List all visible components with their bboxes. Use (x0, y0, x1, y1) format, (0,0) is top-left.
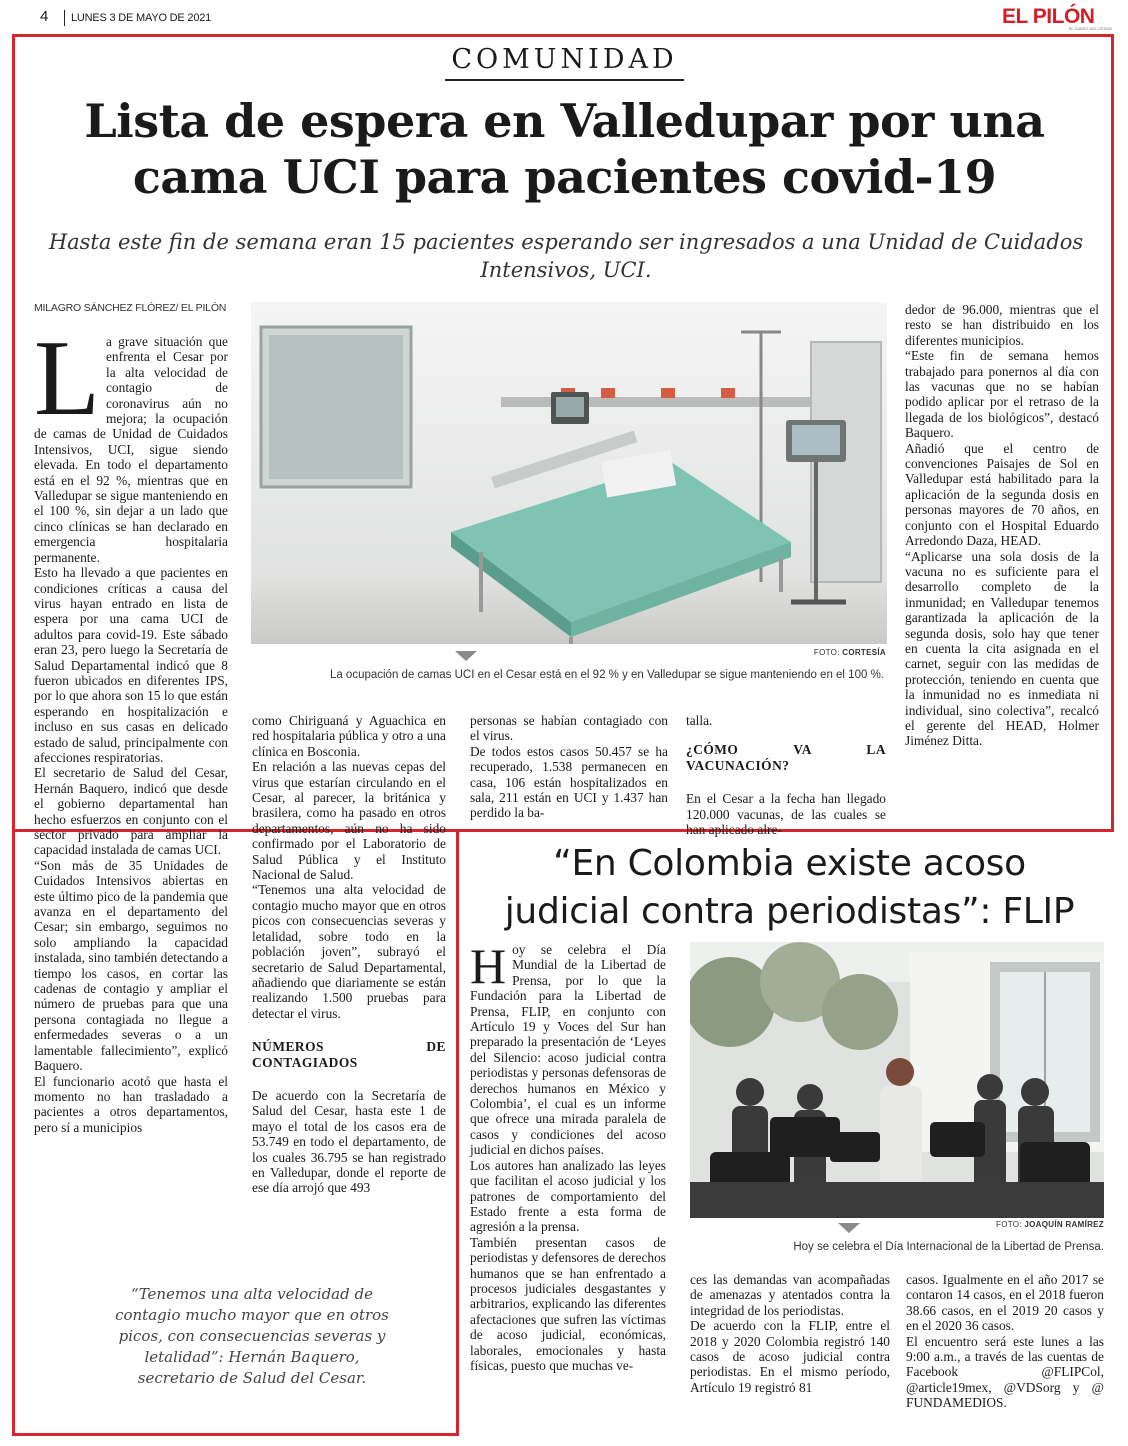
article2-column-3 (906, 1272, 1104, 1411)
icu-room-illustration (251, 302, 887, 644)
section-label-text: COMUNIDAD (445, 44, 683, 81)
paragraph: talla. (686, 713, 713, 728)
masthead (1002, 6, 1112, 31)
press-conference-illustration (690, 942, 1104, 1218)
paragraph: El funcionario acotó que hasta el momento no han trasladado a pacientes a otros departamentos, pero sí a municipios (34, 1073, 228, 1135)
masthead-logo: EL PILÓN (1002, 5, 1095, 28)
paragraph: Esto ha llevado a que pacientes en condiciones críticas a causa del virus hayan entrado en lista de espera por una cama UCI de adultos para covid-19. Este sábado eran 23, pero luego la Secretaría de Salud Departamental indicó que 8 fueron ubicados en diferentes IPS, por lo que ahora son 15 lo que están esperando en hospitalización e incluso en sus casas en delicado estado de salud, principalmente con afecciones respiratorias. (34, 565, 228, 765)
article-frame-left-edge (12, 832, 15, 1436)
paragraph: Añadió que el centro de convenciones Paisajes de Sol en Valledupar está habilitado para la aplicación de la segunda dosis en personas mayores de 70 años, en conjunto con el Hospital Eduardo Arredondo Daza, HEAD. (905, 440, 1099, 549)
header-divider (64, 10, 65, 26)
paragraph: En el Cesar a la fecha han llegado 120.000 vacunas, de las cuales se han aplicado alre- (686, 791, 886, 838)
paragraph: El secretario de Salud del Cesar, Hernán Baquero, indicó que desde el gobierno departamental han hecho esfuerzos en conjunto con el sector privado para ampliar la capacidad instalada de camas UCI. (34, 765, 228, 858)
article2-headline (462, 840, 1117, 936)
article1-column-4 (686, 713, 886, 837)
press-photo-credit (920, 1220, 1104, 1229)
paragraph: dedor de 96.000, mientras que el resto se han distribuido en los diferentes municipios. (905, 302, 1099, 348)
pull-quote: “Tenemos una alta velocidad de contagio mucho mayor que en otros picos, con consecuencias severas y letalidad”: Hernán Baquero, secretario de Salud del Cesar. (115, 1285, 389, 1387)
press-photo-credit-label: FOTO: (996, 1220, 1022, 1229)
paragraph: También presentan casos de periodistas y defensores de derechos humanos que se han enfrentado a procesos judiciales desgastantes y arbitrarios, explicando las diferentes afectaciones que sufren las víctimas de acoso judicial, económicas, laborales, emocionales y hasta físicas, puesto que muchas ve- (470, 1234, 666, 1373)
paragraph: casos. Igualmente en el año 2017 se contaron 14 casos, en el 2018 fueron 38.66 casos, en el 2019 20 casos y en el 2020 36 casos. (906, 1272, 1104, 1334)
article-subtitle: Hasta este fin de semana eran 15 pacientes esperando ser ingresados a una Unidad de Cuidados Intensivos, UCI. (48, 230, 1084, 282)
article-headline (12, 93, 1117, 205)
icu-photo (251, 302, 887, 644)
paragraph: El encuentro será este lunes a las 9:00 a.m., a través de las cuentas de Facebook @FLIPCol, @article19mex, @VDSorg y @ FUNDAMEDIOS. (906, 1333, 1104, 1411)
subhead-vacunacion: ¿CÓMO VA LA VACUNACIÓN? (686, 742, 886, 773)
paragraph: como Chiriguaná y Aguachica en red hospitalaria pública y otro a una clínica en Bosconia. (252, 713, 446, 759)
paragraph: En relación a las nuevas cepas del virus que estarían circulando en el Cesar, al parecer, la británica y brasilera, como ha pasado en otros departamentos, aún no ha sido confirmado por el Laboratorio de Salud Pública y el Instituto Nacional de Salud. (252, 759, 446, 883)
article2-column-2 (690, 1272, 890, 1395)
article2-headline-line-2: judicial contra periodistas”: FLIP (504, 891, 1075, 932)
headline-line-2: cama UCI para pacientes covid-19 (132, 150, 997, 204)
paragraph: “Tenemos una alta velocidad de contagio mucho mayor que en otros picos con consecuencias severas y letalidad, sobre todo en la población joven”, subrayó el secretario de Salud Departamental, añadiendo que diariamente se están realizando 1.500 pruebas para detectar el virus. (252, 882, 446, 1021)
photo-credit-name: CORTESÍA (842, 648, 886, 657)
paragraph: De todos estos casos 50.457 se ha recuperado, 1.538 permanecen en casa, 106 están hospitalizados en sala, 211 están en UCI y 1.437 han perdido la ba- (470, 743, 668, 821)
photo-credit-label: FOTO: (813, 648, 840, 657)
caption-marker (455, 651, 477, 661)
article1-column-1 (34, 319, 228, 1135)
page-number: 4 (40, 8, 49, 25)
article1-column-3 (470, 713, 668, 821)
article2-headline-line-1: “En Colombia existe acoso (553, 843, 1026, 884)
byline: MILAGRO SÁNCHEZ FLÓREZ/ EL PILÓN (34, 302, 227, 314)
paragraph: Los autores han analizado las leyes que facilitan el acoso judicial y los patrones de comportamiento del Estado frente a esta forma de agresión a la prensa. (470, 1157, 666, 1235)
paragraph: ces las demandas van acompañadas de amenazas y atentados contra la integridad de los periodistas. (690, 1272, 890, 1318)
masthead-tagline: EL DIARIO DEL CESAR (1068, 26, 1112, 31)
article1-column-5 (905, 302, 1099, 749)
press-photo-caption: Hoy se celebra el Día Internacional de la Libertad de Prensa. (793, 1241, 1104, 1253)
photo-credit (700, 648, 886, 657)
press-caption-marker (838, 1223, 860, 1233)
photo-caption: La ocupación de camas UCI en el Cesar está en el 92 % y en Valledupar se sigue manteniendo en el 100 %. (329, 669, 884, 681)
section-label (12, 44, 1117, 81)
press-photo (690, 942, 1104, 1218)
article2-column-1 (470, 938, 666, 1373)
dropcap-h: H (470, 938, 507, 994)
article1-column-2 (252, 713, 446, 1196)
page-header (0, 0, 1128, 32)
paragraph: oy se celebra el Día Mundial de la Libertad de Prensa, por lo que la Fundación para la Libertad de Prensa, FLIP, en conjunto con Artículo 19 y Voces del Sur han preparado la presentación de ‘Leyes del Silencio: acoso judicial contra periodistas y personas defensoras de derechos humanos en México y Colombia’, el cual es un informe que ofrece una mirada paralela de casos y condiciones del acoso judicial en dichos países. (470, 942, 666, 1158)
article-frame-bottom-edge (12, 1433, 459, 1436)
paragraph: De acuerdo con la Secretaría de Salud del Cesar, hasta este 1 de mayo el total de los casos era de 53.749 en todo el departamento, de los cuales 36.795 se han registrado en Valledupar, donde el reporte de ese día arrojó que 493 (252, 1087, 446, 1196)
paragraph: “Aplicarse una sola dosis de la vacuna no es suficiente para el desarrollo completo de la inmunidad; en Valledupar tenemos garantizada la aplicación de la segunda dosis, solo hay que tener en cuenta la cita asignada en el carnet, seguir con las medidas de protección, teniendo en cuenta que la inmunidad no es inmediata ni individual, sino colectiva”, recalcó el gerente del HEAD, Holmer Jiménez Ditta. (905, 548, 1099, 749)
paragraph: a grave situación que enfrenta el Cesar por la alta velocidad de contagio de coronavirus aún no mejora; la ocupación de camas de Unidad de Cuidados Intensivos, UCI, sigue siendo elevada. En todo el departamento está en el 92 %, mientras que en Valledupar se sigue manteniendo en el 100 %, sin dejar a un lado que cinco clínicas se han declarado en emergencia hospitalaria permanente. (34, 334, 228, 565)
press-photo-credit-name: JOAQUÍN RAMÍREZ (1024, 1220, 1104, 1229)
headline-line-1: Lista de espera en Valledupar por una (84, 94, 1045, 148)
article-frame-bottom (456, 832, 459, 1436)
paragraph: “Este fin de semana hemos trabajado para ponernos al día con las vacunas que no se habían podido aplicar por el retraso de la llegada de los biológicos”, destacó Baquero. (905, 348, 1099, 441)
issue-date: LUNES 3 DE MAYO DE 2021 (71, 12, 212, 24)
subhead-numeros: NÚMEROS DE CONTAGIADOS (252, 1039, 446, 1070)
paragraph: De acuerdo con la FLIP, entre el 2018 y 2020 Colombia registró 140 casos de acoso judicial contra periodistas. En el mismo período, Artículo 19 registró 81 (690, 1318, 890, 1395)
dropcap-l: L (34, 319, 100, 438)
paragraph: personas se habían contagiado con el virus. (470, 713, 668, 744)
paragraph: “Son más de 35 Unidades de Cuidados Intensivos abiertas en este último pico de la pandemia que avanza en el departamento del Cesar; sin embargo, seguimos no solo ampliando la capacidad instalada, sino también detectando a tiempo los casos, en cortar las cadenas de contagio y ampliar el número de pruebas para que una persona contagiada no llegue a enfermedades severas o a un lamentable fallecimiento”, explicó Baquero. (34, 857, 228, 1074)
